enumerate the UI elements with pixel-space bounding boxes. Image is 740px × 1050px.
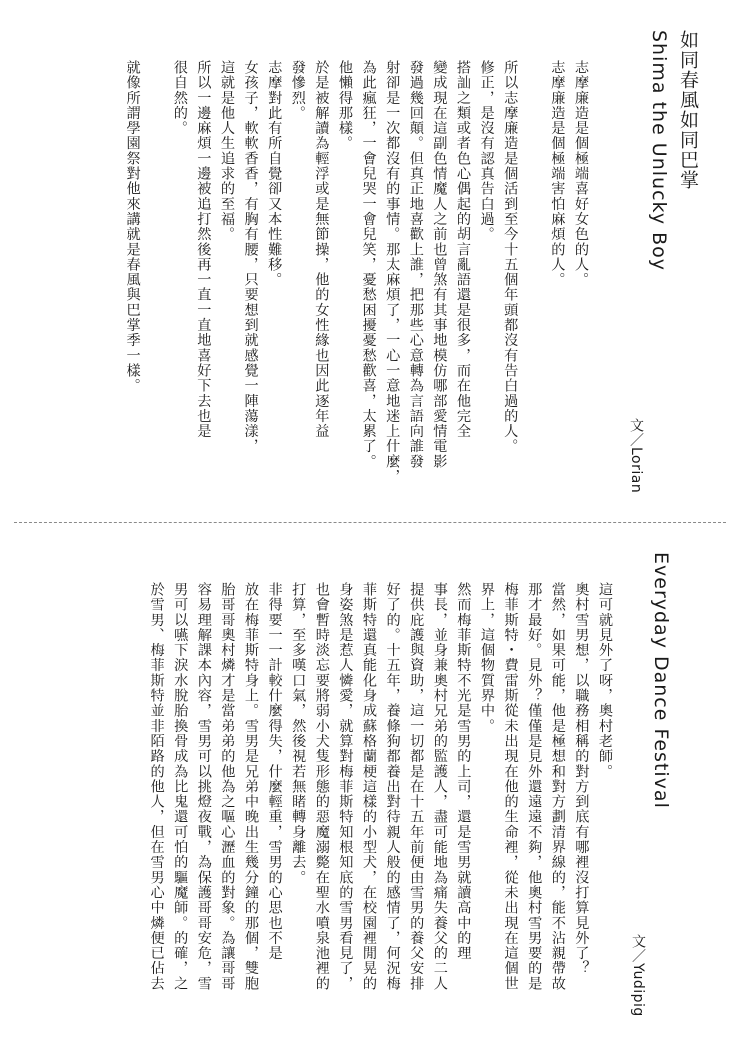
article-top [0, 0, 740, 522]
text-column: 容易理解課本內容，雪男可以挑燈夜戰，為保護哥哥安危，雪 [195, 582, 212, 992]
article-byline: 文／Yudipig [630, 934, 646, 1017]
text-column: 很自然的。 [171, 60, 188, 136]
text-column: 射卻是一次都沒有的事情。那太麻煩了，一心一意地迷上什麼， [384, 60, 401, 485]
text-column: 菲斯特還真能化身成蘇格蘭梗這樣的小型犬，在校園裡閒晃的 [361, 582, 377, 992]
text-column: 發慘烈。 [289, 60, 306, 121]
text-column: 放在梅菲斯特身上。雪男是兄弟中晚出生幾分鐘的那個，雙胞 [243, 582, 259, 992]
text-column: 於是被解讀為輕浮或是無節操，他的女性緣也因此逐年益 [313, 60, 330, 439]
text-column: 他懶得那樣。 [337, 60, 353, 151]
text-column: 界上，這個物質界中。 [479, 582, 495, 734]
article-title-en: Everyday Dance Festival [650, 552, 672, 809]
text-column: 身姿煞是惹人憐愛，就算對梅菲斯特知根知底的雪男看見了， [337, 582, 354, 992]
text-column: 非得要一一計較什麼得失，什麼輕重，雪男的心思也不是 [266, 582, 283, 961]
text-column: 梅菲斯特・費雷斯從未出現在他的生命裡，從未出現在這個世 [502, 582, 519, 992]
text-column: 變成現在這副色情魔人之前也曾煞有其事地模仿哪部愛情電影 [431, 60, 448, 470]
article-title-zh: 如同春風如同巴掌 [677, 30, 699, 190]
text-column: 提供庇護與資助，這一切都是在十五年前便由雪男的養父安排 [408, 582, 425, 992]
text-column: 奧村雪男想，以職務相稱的對方到底有哪裡沒打算見外了？ [573, 582, 590, 976]
text-column: 事長，並身兼奧村兄弟的監護人，盡可能地為痛失養父的二人 [431, 582, 448, 992]
text-column: 好了的。十五年，養條狗都養出對待親人般的感情了，何況梅 [384, 582, 401, 992]
article-title-en: Shima the Unlucky Boy [648, 30, 670, 272]
text-column: 這可就見外了呀，奧村老師。 [597, 582, 613, 779]
text-column: 志摩廉造是個極端害怕麻煩的人。 [549, 60, 566, 288]
article-byline: 文／Lorian [628, 418, 644, 494]
text-column: 搭訕之類或者色心偶起的胡言亂語還是很多，而在他完全 [455, 60, 471, 439]
text-column: 所以一邊麻煩一邊被追打然後再一直一直地喜好下去也是 [195, 60, 212, 439]
text-column: 然而梅菲斯特不光是雪男的上司，還是雪男就讀高中的理 [455, 582, 472, 961]
text-column: 這就是他人生追求的至福。 [219, 60, 235, 242]
text-column: 就像所謂學園祭對他來講就是春風與巴掌季一樣。 [124, 60, 141, 394]
text-column: 男可以嚥下淚水脫胎換骨成為比鬼還可怕的驅魔師。的確，之 [172, 582, 189, 992]
text-column: 打算，至多嘆口氣，然後視若無睹轉身離去。 [290, 582, 307, 885]
text-column: 女孩子，軟軟香香，有胸有腰，只要想到就感覺一陣蕩漾， [242, 60, 259, 454]
text-column: 當然，如果可能，他是極想和對方劃清界線的，能不沾親帶故 [549, 582, 566, 992]
text-column: 志摩廉造是個極端喜好女色的人。 [573, 60, 589, 288]
text-column: 為此瘋狂，一會兒哭一會兒笑，憂愁困擾憂愁歡喜，太累了。 [360, 60, 377, 470]
article-bottom [0, 522, 740, 1050]
text-column: 發過幾回顛。但真正地喜歡上誰，把那些心意轉為言語向誰發 [407, 60, 424, 470]
text-column: 所以志摩廉造是個活到至今十五個年頭都沒有告白過的人。 [502, 60, 519, 454]
text-column: 志摩對此有所自覺卻又本性難移。 [266, 60, 283, 288]
text-column: 也會暫時淡忘要將弱小犬隻形態的惡魔溺斃在聖水噴泉池裡的 [313, 582, 330, 992]
text-column: 於雪男、梅菲斯特並非陌路的他人，但在雪男心中燐便已佔去 [148, 582, 165, 992]
text-column: 那才最好。見外？僅僅是見外還遠遠不夠，他奧村雪男要的是 [526, 582, 543, 992]
text-column: 修正，是沒有認真告白過。 [478, 60, 495, 242]
text-column: 胎哥哥奧村燐才是當弟弟的他為之嘔心瀝血的對象。為讓哥哥 [219, 582, 236, 992]
